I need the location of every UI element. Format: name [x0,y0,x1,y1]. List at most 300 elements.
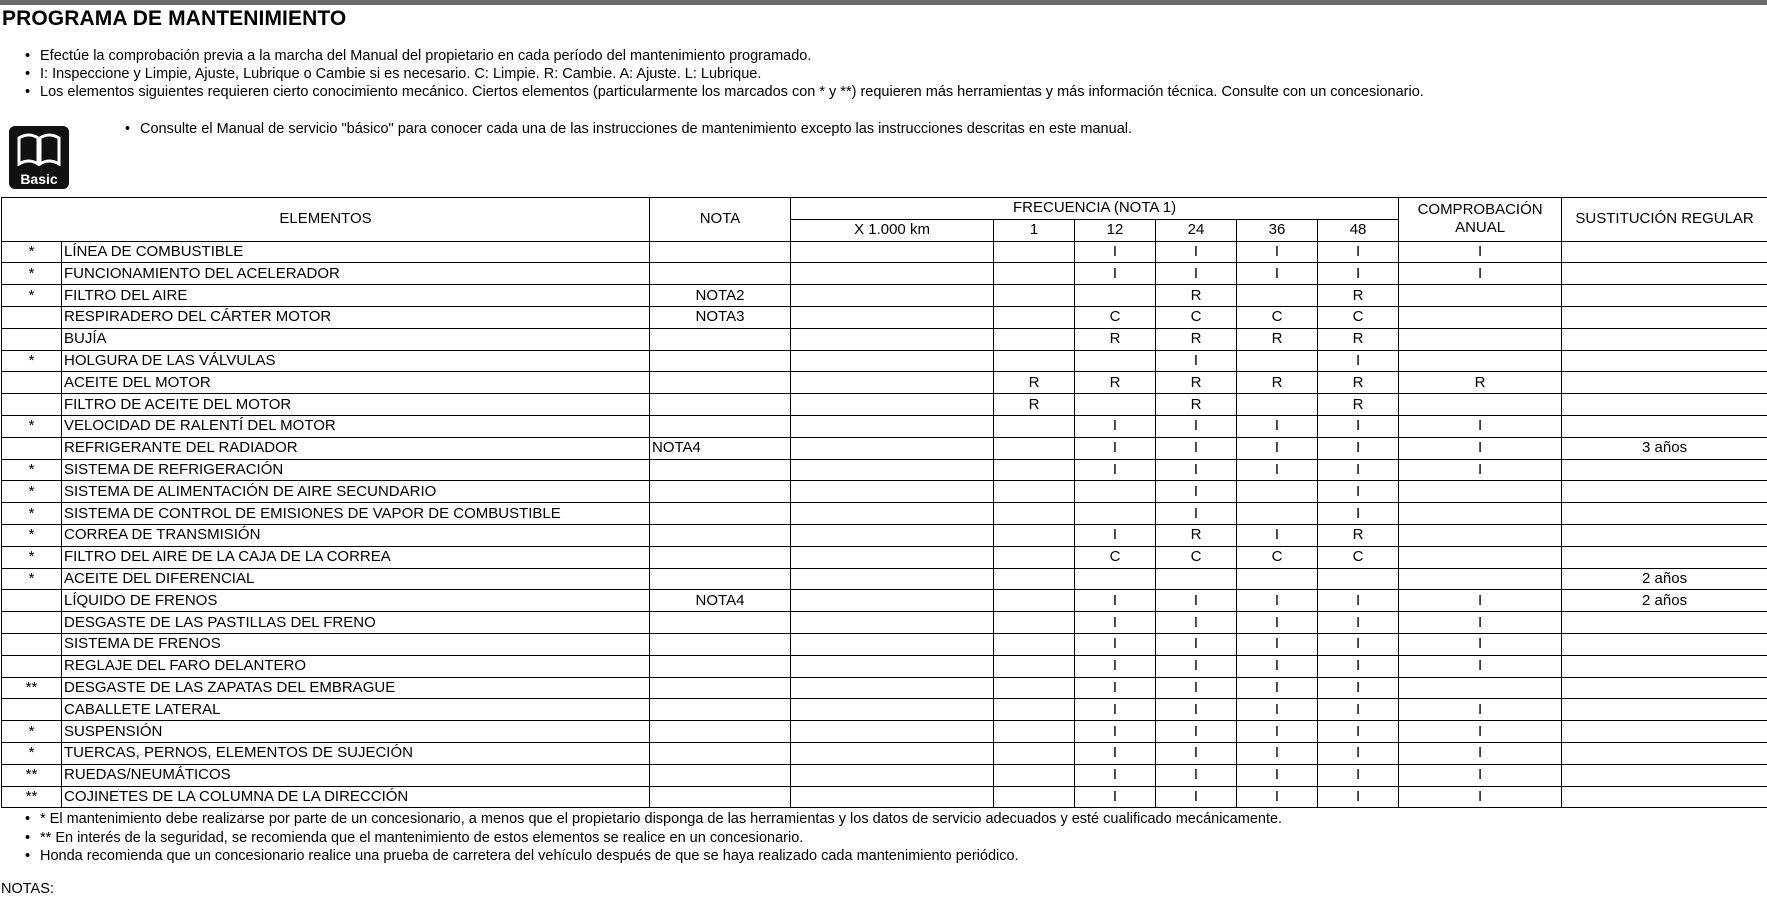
row-item: LÍQUIDO DE FRENOS [62,590,650,612]
table-row [2,524,1767,546]
row-frequency-cell: I [1156,459,1237,481]
row-frequency-cell: I [1237,459,1318,481]
row-nota: NOTA3 [650,306,791,328]
intro-bullet-list [24,47,1424,101]
row-km-blank [791,699,994,721]
header-elementos: ELEMENTOS [2,198,650,242]
row-mark [2,612,62,634]
row-anual [1399,350,1562,372]
row-frequency-cell: I [1075,263,1156,285]
row-frequency-cell: I [1075,655,1156,677]
row-nota [650,633,791,655]
basic-icon-label: Basic [20,171,58,187]
row-sustitucion: 2 años [1562,590,1767,612]
row-frequency-cell: R [1156,328,1237,350]
row-item: SISTEMA DE CONTROL DE EMISIONES DE VAPOR DE COMBUSTIBLE [62,503,650,525]
row-frequency-cell: C [1156,306,1237,328]
open-book-icon [15,132,63,166]
row-sustitucion [1562,503,1767,525]
row-anual [1399,481,1562,503]
row-frequency-cell [994,524,1075,546]
row-sustitucion [1562,328,1767,350]
row-frequency-cell [994,742,1075,764]
row-item: TUERCAS, PERNOS, ELEMENTOS DE SUJECIÓN [62,742,650,764]
header-km-col: 48 [1318,219,1399,241]
row-nota [650,350,791,372]
table-row [2,241,1767,263]
row-nota [650,481,791,503]
row-km-blank [791,285,994,307]
row-frequency-cell: I [1318,742,1399,764]
row-frequency-cell [994,546,1075,568]
row-item: ACEITE DEL MOTOR [62,372,650,394]
row-km-blank [791,568,994,590]
row-frequency-cell: R [1075,328,1156,350]
row-anual [1399,285,1562,307]
row-frequency-cell: I [1318,459,1399,481]
row-frequency-cell: I [1156,590,1237,612]
row-frequency-cell: R [1318,524,1399,546]
row-frequency-cell [1075,394,1156,416]
row-frequency-cell: I [1237,677,1318,699]
row-frequency-cell: I [1318,612,1399,634]
row-frequency-cell: I [1237,786,1318,808]
row-frequency-cell: I [1075,612,1156,634]
row-frequency-cell: I [1237,612,1318,634]
row-frequency-cell: I [1237,633,1318,655]
table-row [2,764,1767,786]
row-km-blank [791,677,994,699]
row-frequency-cell: I [1075,241,1156,263]
row-frequency-cell: I [1075,764,1156,786]
row-nota [650,524,791,546]
intro-bullet: • Los elementos siguientes requieren cierto conocimiento mecánico. Ciertos elementos (particularmente los marcados con * y **) requieren más herramientas y más información técnica. Consulte con un concesionario. [24,83,1424,101]
row-frequency-cell: I [1318,721,1399,743]
row-nota [650,786,791,808]
basic-manual-icon [9,126,69,189]
row-frequency-cell [994,764,1075,786]
basic-manual-note: • Consulte el Manual de servicio "básico" para conocer cada una de las instrucciones de mantenimiento excepto las instrucciones descritas en este manual. [124,121,1132,137]
row-km-blank [791,524,994,546]
row-anual [1399,503,1562,525]
row-frequency-cell: R [1156,372,1237,394]
row-sustitucion [1562,350,1767,372]
row-nota: NOTA4 [650,590,791,612]
row-sustitucion [1562,524,1767,546]
row-nota [650,241,791,263]
row-frequency-cell [994,328,1075,350]
row-frequency-cell: I [1318,481,1399,503]
row-frequency-cell [994,590,1075,612]
row-sustitucion: 2 años [1562,568,1767,590]
table-row [2,568,1767,590]
row-frequency-cell [1237,285,1318,307]
footer-bullet: • * El mantenimiento debe realizarse por parte de un concesionario, a menos que el propietario disponga de las herramientas y los datos de servicio adecuados y esté cualificado mecánicamente. [24,810,1282,829]
row-frequency-cell [994,481,1075,503]
row-frequency-cell: I [1075,699,1156,721]
row-frequency-cell: I [1237,699,1318,721]
row-item: DESGASTE DE LAS ZAPATAS DEL EMBRAGUE [62,677,650,699]
row-frequency-cell [1075,481,1156,503]
row-anual: I [1399,633,1562,655]
row-frequency-cell [994,437,1075,459]
row-frequency-cell: I [1156,786,1237,808]
row-km-blank [791,655,994,677]
row-item: REFRIGERANTE DEL RADIADOR [62,437,650,459]
header-km-col: 36 [1237,219,1318,241]
table-row [2,786,1767,808]
row-frequency-cell [994,786,1075,808]
row-nota [650,503,791,525]
row-frequency-cell: I [1156,764,1237,786]
row-frequency-cell: C [1237,546,1318,568]
row-frequency-cell: I [1075,437,1156,459]
row-frequency-cell: I [1156,699,1237,721]
row-mark: * [2,721,62,743]
row-sustitucion [1562,742,1767,764]
row-km-blank [791,350,994,372]
row-frequency-cell: I [1237,764,1318,786]
row-mark [2,394,62,416]
table-row [2,612,1767,634]
row-sustitucion [1562,285,1767,307]
row-nota [650,612,791,634]
row-frequency-cell [994,306,1075,328]
row-frequency-cell: I [1156,481,1237,503]
row-anual [1399,394,1562,416]
row-frequency-cell [994,633,1075,655]
row-frequency-cell: I [1156,503,1237,525]
row-frequency-cell [1075,350,1156,372]
row-frequency-cell: I [1237,742,1318,764]
header-nota: NOTA [650,198,791,242]
row-anual: I [1399,786,1562,808]
row-mark [2,633,62,655]
row-frequency-cell: R [994,372,1075,394]
row-frequency-cell: I [1075,524,1156,546]
row-anual: I [1399,241,1562,263]
row-nota [650,721,791,743]
row-frequency-cell: I [1318,263,1399,285]
row-sustitucion [1562,633,1767,655]
row-frequency-cell [1318,568,1399,590]
footer-bullet: • ** En interés de la seguridad, se recomienda que el mantenimiento de estos elementos se realice en un concesionario. [24,829,1282,848]
row-mark: * [2,503,62,525]
row-frequency-cell: I [1075,415,1156,437]
row-sustitucion [1562,481,1767,503]
row-nota [650,742,791,764]
row-sustitucion [1562,459,1767,481]
row-anual: I [1399,263,1562,285]
row-anual [1399,677,1562,699]
row-frequency-cell: I [1156,241,1237,263]
row-nota [650,394,791,416]
row-frequency-cell: C [1237,306,1318,328]
row-frequency-cell: I [1075,721,1156,743]
row-km-blank [791,263,994,285]
row-frequency-cell: I [1318,764,1399,786]
row-nota [650,764,791,786]
row-frequency-cell: I [1075,742,1156,764]
row-frequency-cell: I [1318,590,1399,612]
row-frequency-cell: I [1237,241,1318,263]
table-row [2,328,1767,350]
row-frequency-cell: I [1318,655,1399,677]
row-sustitucion [1562,655,1767,677]
row-mark [2,437,62,459]
header-km-col: 24 [1156,219,1237,241]
row-km-blank [791,546,994,568]
row-frequency-cell [994,699,1075,721]
row-km-blank [791,328,994,350]
row-anual: I [1399,699,1562,721]
row-item: RUEDAS/NEUMÁTICOS [62,764,650,786]
row-frequency-cell [1237,350,1318,372]
row-nota [650,677,791,699]
row-frequency-cell [1237,394,1318,416]
row-frequency-cell: C [1318,546,1399,568]
maintenance-table [1,197,1767,808]
row-km-blank [791,459,994,481]
row-frequency-cell: I [1156,677,1237,699]
row-frequency-cell [994,655,1075,677]
row-frequency-cell [1237,568,1318,590]
row-km-blank [791,372,994,394]
row-item: BUJÍA [62,328,650,350]
row-sustitucion [1562,241,1767,263]
row-frequency-cell: C [1075,306,1156,328]
row-frequency-cell: I [1075,786,1156,808]
row-frequency-cell: I [1075,459,1156,481]
row-item: SISTEMA DE ALIMENTACIÓN DE AIRE SECUNDARIO [62,481,650,503]
row-item: RESPIRADERO DEL CÁRTER MOTOR [62,306,650,328]
row-item: REGLAJE DEL FARO DELANTERO [62,655,650,677]
row-mark: * [2,263,62,285]
row-frequency-cell: R [1318,372,1399,394]
row-anual [1399,328,1562,350]
row-nota [650,655,791,677]
row-mark: * [2,546,62,568]
row-item: LÍNEA DE COMBUSTIBLE [62,241,650,263]
row-frequency-cell: R [994,394,1075,416]
row-sustitucion [1562,263,1767,285]
row-km-blank [791,394,994,416]
row-frequency-cell: I [1318,241,1399,263]
row-km-blank [791,612,994,634]
row-anual: I [1399,437,1562,459]
row-frequency-cell [994,503,1075,525]
row-frequency-cell: I [1237,524,1318,546]
row-mark [2,655,62,677]
row-frequency-cell: I [1318,677,1399,699]
row-nota: NOTA2 [650,285,791,307]
row-sustitucion [1562,764,1767,786]
row-nota [650,568,791,590]
row-nota [650,546,791,568]
row-item: CABALLETE LATERAL [62,699,650,721]
page-title: PROGRAMA DE MANTENIMIENTO [2,7,347,30]
row-frequency-cell: I [1156,263,1237,285]
row-frequency-cell: R [1156,524,1237,546]
header-frecuencia: FRECUENCIA (NOTA 1) [791,198,1399,220]
row-frequency-cell [994,263,1075,285]
row-anual: I [1399,742,1562,764]
row-item: FILTRO DE ACEITE DEL MOTOR [62,394,650,416]
table-row [2,459,1767,481]
row-anual: I [1399,590,1562,612]
row-mark: * [2,459,62,481]
table-row [2,481,1767,503]
header-sustitucion-regular: SUSTITUCIÓN REGULAR [1562,198,1767,242]
row-anual: R [1399,372,1562,394]
row-frequency-cell: C [1075,546,1156,568]
row-mark [2,328,62,350]
row-item: DESGASTE DE LAS PASTILLAS DEL FRENO [62,612,650,634]
row-frequency-cell [994,241,1075,263]
row-frequency-cell: R [1237,328,1318,350]
row-km-blank [791,481,994,503]
row-nota [650,328,791,350]
row-frequency-cell: I [1318,633,1399,655]
table-row [2,590,1767,612]
row-frequency-cell: I [1318,503,1399,525]
row-anual [1399,546,1562,568]
header-km-col: 1 [994,219,1075,241]
table-row [2,372,1767,394]
row-frequency-cell: I [1237,721,1318,743]
row-km-blank [791,633,994,655]
row-anual: I [1399,415,1562,437]
row-item: FILTRO DEL AIRE [62,285,650,307]
row-nota [650,459,791,481]
row-item: SISTEMA DE FRENOS [62,633,650,655]
row-km-blank [791,306,994,328]
row-frequency-cell: R [1318,285,1399,307]
row-sustitucion [1562,546,1767,568]
header-km: X 1.000 km [791,219,994,241]
row-km-blank [791,503,994,525]
row-anual [1399,524,1562,546]
row-sustitucion [1562,786,1767,808]
row-item: SUSPENSIÓN [62,721,650,743]
row-nota [650,415,791,437]
row-frequency-cell: I [1075,590,1156,612]
row-km-blank [791,415,994,437]
row-mark: ** [2,786,62,808]
row-item: CORREA DE TRANSMISIÓN [62,524,650,546]
row-frequency-cell: I [1237,590,1318,612]
row-frequency-cell: R [1075,372,1156,394]
row-km-blank [791,241,994,263]
row-anual: I [1399,764,1562,786]
row-frequency-cell: I [1318,415,1399,437]
row-mark: * [2,241,62,263]
row-item: COJINETES DE LA COLUMNA DE LA DIRECCIÓN [62,786,650,808]
row-frequency-cell: I [1075,677,1156,699]
row-frequency-cell [1075,568,1156,590]
row-frequency-cell: I [1318,437,1399,459]
row-frequency-cell [994,350,1075,372]
intro-bullet: • I: Inspeccione y Limpie, Ajuste, Lubrique o Cambie si es necesario. C: Limpie. R: Cambie. A: Ajuste. L: Lubrique. [24,65,1424,83]
row-frequency-cell [1075,285,1156,307]
row-mark: * [2,415,62,437]
row-item: FUNCIONAMIENTO DEL ACELERADOR [62,263,650,285]
row-frequency-cell: I [1156,721,1237,743]
row-frequency-cell [1237,481,1318,503]
row-frequency-cell: R [1318,328,1399,350]
footer-bullet: • Honda recomienda que un concesionario realice una prueba de carretera del vehículo después de que se haya realizado cada mantenimiento periódico. [24,847,1282,866]
row-frequency-cell: I [1156,350,1237,372]
row-mark: * [2,285,62,307]
row-frequency-cell: I [1075,633,1156,655]
row-frequency-cell [1156,568,1237,590]
row-frequency-cell: I [1156,415,1237,437]
row-mark: * [2,350,62,372]
row-frequency-cell [994,285,1075,307]
table-row [2,655,1767,677]
row-frequency-cell: I [1237,263,1318,285]
row-mark: * [2,524,62,546]
table-row [2,415,1767,437]
table-row [2,394,1767,416]
row-frequency-cell: C [1318,306,1399,328]
row-anual: I [1399,721,1562,743]
row-frequency-cell [994,612,1075,634]
row-frequency-cell [1075,503,1156,525]
row-sustitucion [1562,306,1767,328]
table-row [2,742,1767,764]
row-sustitucion [1562,372,1767,394]
row-sustitucion [1562,699,1767,721]
top-rule [0,0,1767,5]
row-frequency-cell: I [1318,350,1399,372]
row-anual: I [1399,655,1562,677]
row-frequency-cell: I [1237,655,1318,677]
row-anual: I [1399,459,1562,481]
header-comprobacion-anual: COMPROBACIÓN ANUAL [1399,198,1562,242]
row-item: HOLGURA DE LAS VÁLVULAS [62,350,650,372]
row-frequency-cell: R [1156,394,1237,416]
row-frequency-cell [1237,503,1318,525]
row-mark: ** [2,764,62,786]
row-mark: * [2,481,62,503]
row-frequency-cell [994,459,1075,481]
row-frequency-cell: I [1156,633,1237,655]
row-mark: * [2,742,62,764]
table-row [2,263,1767,285]
row-sustitucion [1562,677,1767,699]
row-sustitucion [1562,394,1767,416]
intro-bullet: • Efectúe la comprobación previa a la marcha del Manual del propietario en cada período del mantenimiento programado. [24,47,1424,65]
row-km-blank [791,590,994,612]
table-row [2,546,1767,568]
row-nota: NOTA4 [650,437,791,459]
row-sustitucion [1562,415,1767,437]
row-item: FILTRO DEL AIRE DE LA CAJA DE LA CORREA [62,546,650,568]
table-row [2,350,1767,372]
row-nota [650,263,791,285]
row-km-blank [791,721,994,743]
row-km-blank [791,742,994,764]
table-row [2,677,1767,699]
row-anual [1399,306,1562,328]
row-mark [2,372,62,394]
maintenance-table-body [2,241,1767,808]
row-frequency-cell: I [1156,742,1237,764]
row-sustitucion [1562,721,1767,743]
footer-bullet-list [24,810,1282,866]
row-km-blank [791,764,994,786]
